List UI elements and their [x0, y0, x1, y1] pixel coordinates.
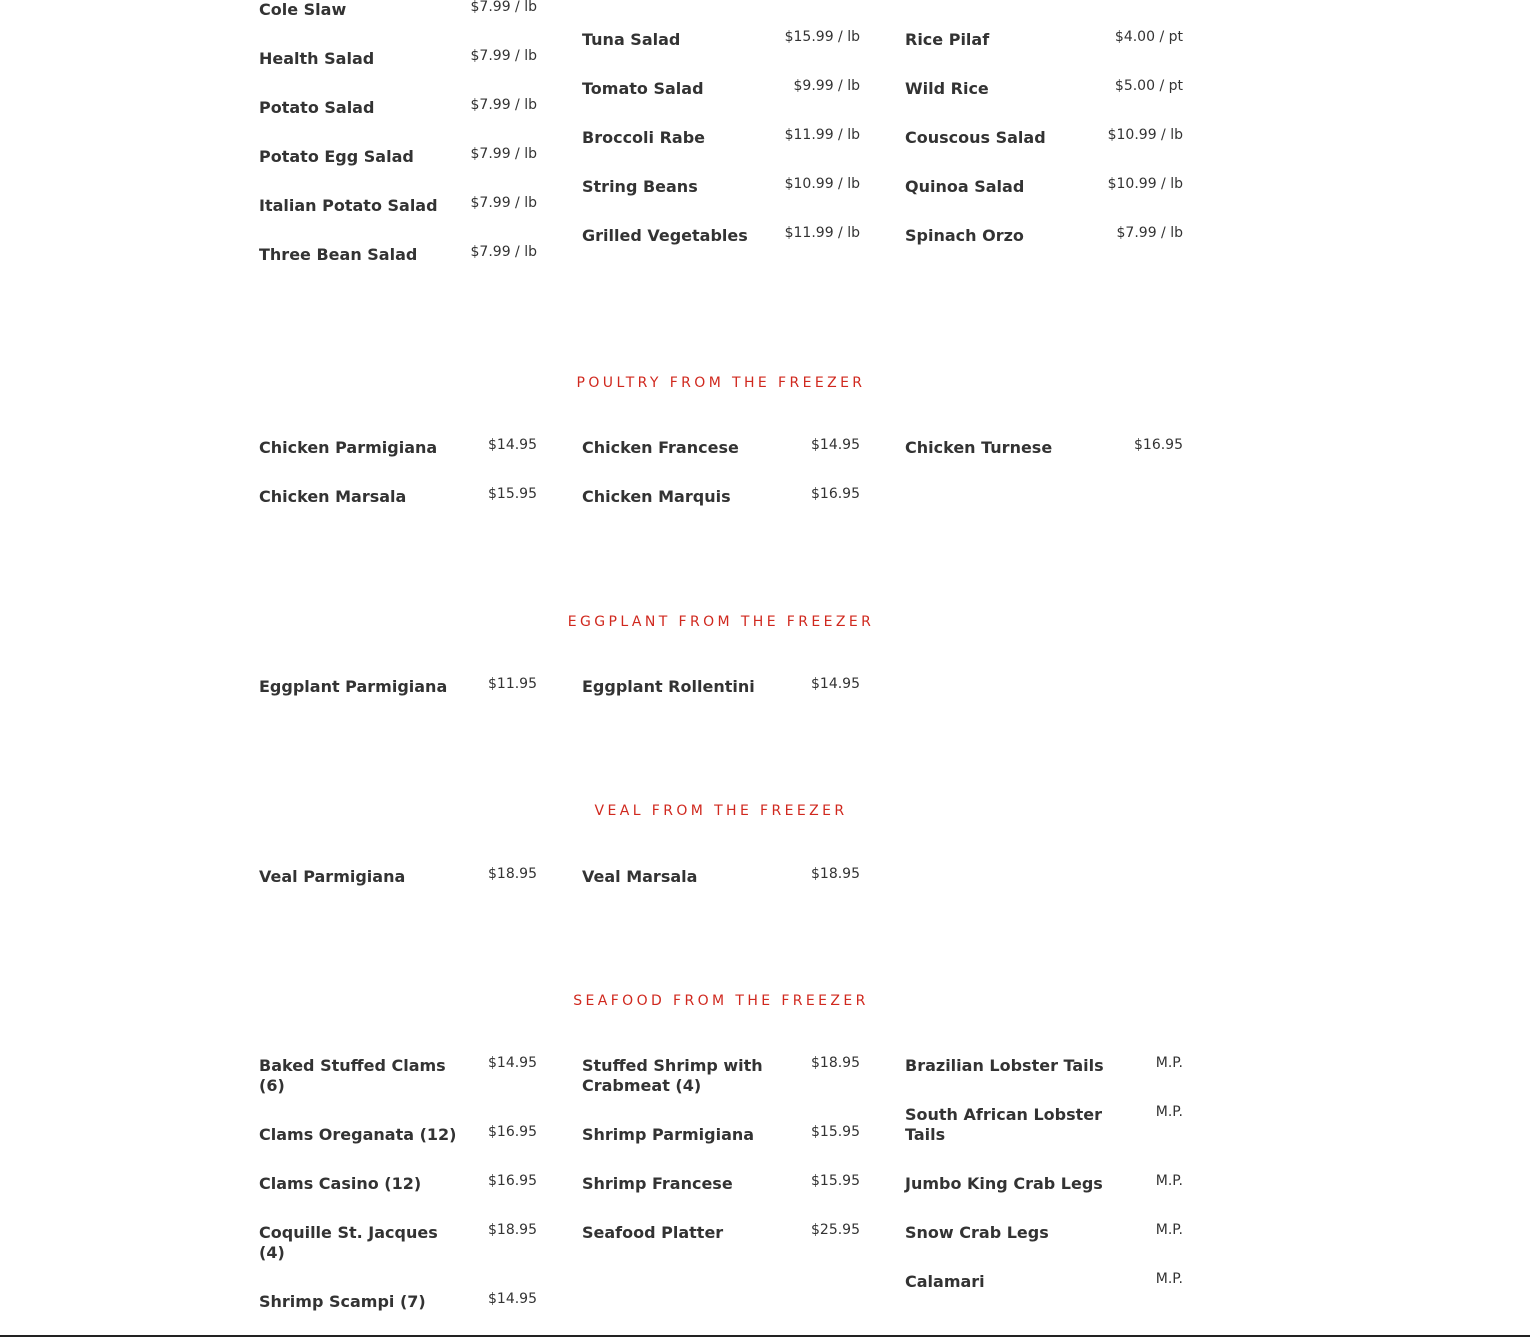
item-price: $7.99 / lb [470, 48, 537, 64]
item-price: $7.99 / lb [470, 146, 537, 162]
menu-item [259, 1125, 537, 1145]
item-price: $7.99 / lb [470, 97, 537, 113]
eggplant-column-1 [259, 677, 537, 726]
menu-item [582, 867, 860, 887]
poultry-column-3 [905, 438, 1183, 487]
menu-item [259, 438, 537, 458]
item-price: $18.95 [811, 1055, 860, 1071]
item-name: Potato Egg Salad [259, 147, 414, 166]
item-name: Seafood Platter [582, 1223, 724, 1242]
menu-item [582, 1056, 860, 1096]
menu-item [582, 1223, 860, 1243]
veal-column-1 [259, 867, 537, 916]
seafood-column-2 [582, 1056, 860, 1272]
item-price: $15.95 [811, 1124, 860, 1140]
menu-item [905, 438, 1183, 458]
section-title-seafood: SEAFOOD FROM THE FREEZER [573, 993, 869, 1009]
item-price: $10.99 / lb [1107, 176, 1183, 192]
item-price: $14.95 [811, 676, 860, 692]
item-name: Eggplant Rollentini [582, 677, 755, 696]
item-name: String Beans [582, 177, 698, 196]
poultry-column-1 [259, 438, 537, 536]
item-name: Grilled Vegetables [582, 226, 748, 245]
item-name: Potato Salad [259, 98, 375, 117]
menu-item [905, 128, 1183, 148]
menu-item [259, 98, 537, 118]
item-price: $16.95 [488, 1173, 537, 1189]
menu-item [905, 177, 1183, 197]
item-price: $15.95 [811, 1173, 860, 1189]
item-name: Chicken Francese [582, 438, 739, 457]
item-name: South African Lobster Tails [905, 1105, 1103, 1144]
item-price: $14.95 [488, 437, 537, 453]
menu-item [582, 79, 860, 99]
item-name: Baked Stuffed Clams (6) [259, 1056, 446, 1095]
menu-item [259, 245, 537, 265]
item-name: Broccoli Rabe [582, 128, 705, 147]
menu-item [259, 196, 537, 216]
item-name: Snow Crab Legs [905, 1223, 1049, 1242]
item-name: Cole Slaw [259, 0, 347, 19]
item-price: $11.95 [488, 676, 537, 692]
item-name: Wild Rice [905, 79, 989, 98]
section-title-veal: VEAL FROM THE FREEZER [594, 803, 848, 819]
seafood-column-3 [905, 1056, 1183, 1321]
menu-item [259, 49, 537, 69]
menu-item [582, 128, 860, 148]
item-price: $14.95 [488, 1055, 537, 1071]
item-price: $14.95 [488, 1291, 537, 1307]
eggplant-column-2 [582, 677, 860, 726]
menu-item [905, 226, 1183, 246]
item-name: Health Salad [259, 49, 375, 68]
item-price: $15.95 [488, 486, 537, 502]
menu-item [582, 1174, 860, 1194]
item-name: Veal Parmigiana [259, 867, 406, 886]
menu-item [259, 1223, 537, 1263]
menu-item [582, 1125, 860, 1145]
menu-item [905, 1272, 1183, 1292]
menu-item [582, 30, 860, 50]
item-name: Jumbo King Crab Legs [905, 1174, 1103, 1193]
section-title-eggplant: EGGPLANT FROM THE FREEZER [567, 614, 875, 630]
item-price: $16.95 [1134, 437, 1183, 453]
item-name: Calamari [905, 1272, 985, 1291]
item-price: $7.99 / lb [1116, 225, 1183, 241]
menu-item [905, 30, 1183, 50]
seafood-column-1 [259, 1056, 537, 1341]
item-price: $18.95 [811, 866, 860, 882]
item-name: Three Bean Salad [259, 245, 418, 264]
item-name: Couscous Salad [905, 128, 1046, 147]
menu-item [259, 677, 537, 697]
menu-item [259, 487, 537, 507]
item-price: $18.95 [488, 1222, 537, 1238]
item-price: $11.99 / lb [784, 225, 860, 241]
item-name: Shrimp Scampi (7) [259, 1292, 426, 1311]
item-name: Spinach Orzo [905, 226, 1024, 245]
item-name: Shrimp Francese [582, 1174, 733, 1193]
menu-item [259, 867, 537, 887]
item-name: Rice Pilaf [905, 30, 990, 49]
item-price: $7.99 / lb [470, 195, 537, 211]
menu-item [905, 1174, 1183, 1194]
item-name: Chicken Turnese [905, 438, 1053, 457]
item-price: M.P. [1155, 1173, 1183, 1189]
item-price: $10.99 / lb [1107, 127, 1183, 143]
menu-item [905, 1105, 1183, 1145]
item-name: Chicken Marquis [582, 487, 731, 506]
item-price: $15.99 / lb [784, 29, 860, 45]
item-name: Eggplant Parmigiana [259, 677, 448, 696]
item-price: $11.99 / lb [784, 127, 860, 143]
veal-column-2 [582, 867, 860, 916]
menu-item [259, 1174, 537, 1194]
item-price: $7.99 / lb [470, 244, 537, 260]
item-name: Italian Potato Salad [259, 196, 438, 215]
item-price: M.P. [1155, 1055, 1183, 1071]
item-price: M.P. [1155, 1104, 1183, 1120]
item-price: $16.95 [488, 1124, 537, 1140]
item-name: Brazilian Lobster Tails [905, 1056, 1104, 1075]
item-name: Clams Casino (12) [259, 1174, 422, 1193]
item-price: $5.00 / pt [1114, 78, 1183, 94]
item-price: $18.95 [488, 866, 537, 882]
menu-item [582, 487, 860, 507]
menu-item [582, 226, 860, 246]
item-price: M.P. [1155, 1222, 1183, 1238]
menu-item [582, 438, 860, 458]
item-price: $14.95 [811, 437, 860, 453]
salads-column-3 [905, 30, 1183, 275]
item-price: $10.99 / lb [784, 176, 860, 192]
menu-item [259, 147, 537, 167]
item-name: Stuffed Shrimp with Crabmeat (4) [582, 1056, 763, 1095]
item-price: $25.95 [811, 1222, 860, 1238]
item-name: Chicken Marsala [259, 487, 407, 506]
item-price: $9.99 / lb [793, 78, 860, 94]
item-price: $16.95 [811, 486, 860, 502]
item-name: Quinoa Salad [905, 177, 1025, 196]
menu-item [905, 79, 1183, 99]
section-title-poultry: POULTRY FROM THE FREEZER [576, 375, 866, 391]
footer-divider [0, 1335, 1530, 1337]
item-price: $4.00 / pt [1114, 29, 1183, 45]
menu-item [905, 1223, 1183, 1243]
salads-column-2 [582, 30, 860, 275]
item-price: M.P. [1155, 1271, 1183, 1287]
item-name: Clams Oreganata (12) [259, 1125, 457, 1144]
item-name: Veal Marsala [582, 867, 698, 886]
menu-item [259, 1292, 537, 1312]
menu-item [582, 677, 860, 697]
menu-item [582, 177, 860, 197]
salads-column-1 [259, 0, 537, 294]
menu-item [259, 1056, 537, 1096]
item-name: Shrimp Parmigiana [582, 1125, 755, 1144]
poultry-column-2 [582, 438, 860, 536]
item-price: $7.99 / lb [470, 0, 537, 15]
item-name: Tomato Salad [582, 79, 704, 98]
item-name: Tuna Salad [582, 30, 681, 49]
item-name: Coquille St. Jacques (4) [259, 1223, 438, 1262]
item-name: Chicken Parmigiana [259, 438, 438, 457]
menu-item [259, 0, 537, 20]
menu-item [905, 1056, 1183, 1076]
